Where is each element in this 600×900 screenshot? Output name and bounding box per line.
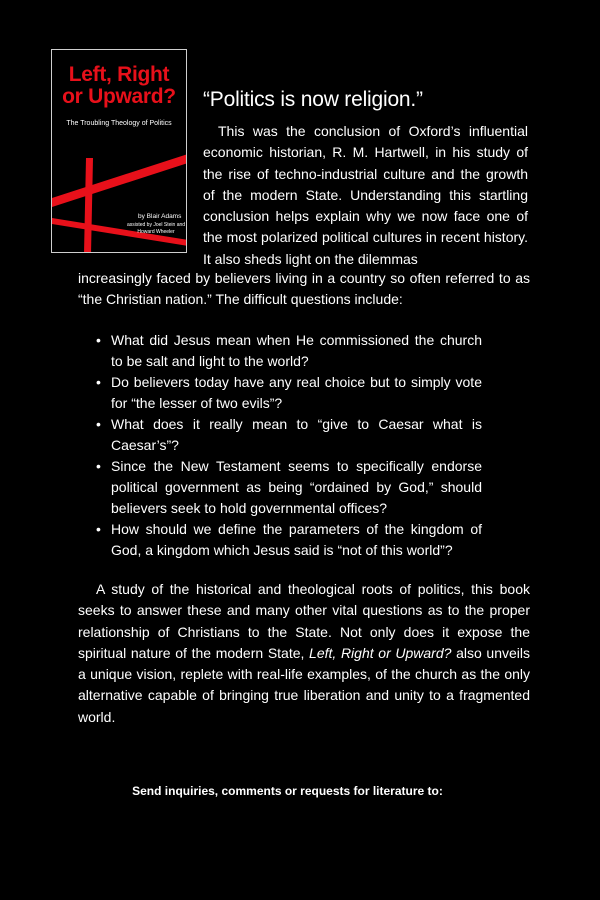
question-text: How should we define the parameters of the kingdom of God, a kingdom which Jesus said is “not of this world”? — [111, 521, 482, 558]
bullet-icon: • — [96, 521, 101, 537]
question-text: What did Jesus mean when He commissioned the church to be salt and light to the world? — [111, 332, 482, 369]
bullet-icon: • — [96, 416, 101, 432]
intro-paragraph: This was the conclusion of Oxford’s influential economic historian, R. M. Hartwell, in his study of the rise of techno-industrial culture and the growth of the modern State. Understanding this startling conclusion helps explain why we now face one of the most polarized political cultures in recent history. It also sheds light on the dilemmas — [203, 123, 528, 267]
cover-title — [52, 64, 186, 108]
cover-red-slash-upper — [52, 154, 187, 207]
question-text: Since the New Testament seems to specifically endorse political government as being “ordained by God,” should believers seek to hold governmental offices? — [111, 458, 482, 516]
cover-red-beam — [84, 158, 93, 253]
book-title-italic: Left, Right or Upward? — [309, 644, 452, 661]
bullet-icon: • — [96, 374, 101, 390]
book-cover — [51, 49, 187, 253]
list-item — [96, 519, 482, 561]
bullet-icon: • — [96, 332, 101, 348]
list-item — [96, 372, 482, 414]
closing-paragraph — [78, 579, 530, 728]
cover-subtitle: The Troubling Theology of Politics — [66, 120, 172, 127]
cover-title-line-1: Left, Right — [68, 63, 170, 86]
intro-paragraph-continued: increasingly faced by believers living in a country so often referred to as “the Christian nation.” The difficult questions include: — [78, 270, 530, 308]
closing-text-after: also unveils a unique vision, replete with real-life examples, of the church as the only alternative capable of bringing true liberation and unity to a fragmented world. — [78, 644, 530, 725]
cover-author: by Blair Adams — [138, 213, 182, 220]
question-text: What does it really mean to “give to Caesar what is Caesar’s”? — [111, 416, 482, 453]
closing-text-before: A study of the historical and theological roots of politics, this book seeks to answer these and many other vital questions as to the proper relationship of Christians to the State. Not only does it expose the spiritual nature of the modern State, — [78, 581, 530, 661]
inquiries-line: Send inquiries, comments or requests for literature to: — [132, 784, 443, 798]
questions-list — [96, 330, 482, 561]
cover-title-line-2: or Upward? — [62, 85, 176, 108]
headline-quote: “Politics is now religion.” — [203, 88, 423, 111]
list-item — [96, 414, 482, 456]
list-item — [96, 456, 482, 519]
question-text: Do believers today have any real choice but to simply vote for “the lesser of two evils”? — [111, 374, 482, 411]
list-item — [96, 330, 482, 372]
bullet-icon: • — [96, 458, 101, 474]
cover-assisted-by: assisted by Joel Stein and Howard Wheeler — [126, 222, 186, 235]
